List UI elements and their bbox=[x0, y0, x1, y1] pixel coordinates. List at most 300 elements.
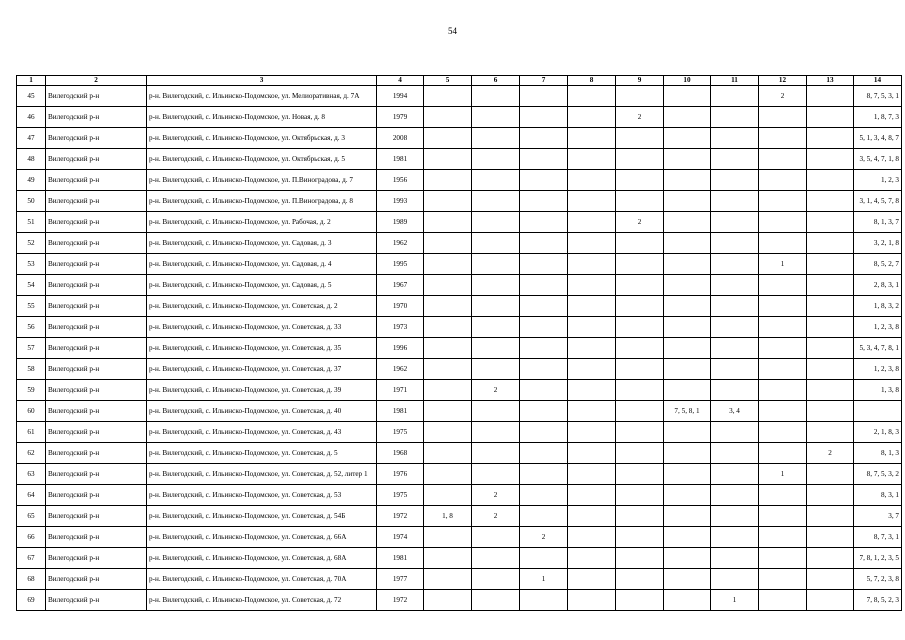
value-cell bbox=[472, 275, 520, 296]
value-cell bbox=[520, 443, 568, 464]
value-cell bbox=[568, 359, 616, 380]
district-cell: Вилегодский р-н bbox=[46, 107, 147, 128]
value-cell: 1, 2, 3, 8 bbox=[854, 317, 902, 338]
address-cell: р-н. Вилегодский, с. Ильинско-Подомское, ул. Советская, д. 53 bbox=[147, 485, 377, 506]
value-cell: 5, 7, 2, 3, 8 bbox=[854, 569, 902, 590]
value-cell bbox=[616, 590, 664, 611]
table-row bbox=[17, 443, 902, 464]
value-cell bbox=[424, 485, 472, 506]
value-cell bbox=[616, 149, 664, 170]
value-cell: 7, 8, 1, 2, 3, 5 bbox=[854, 548, 902, 569]
value-cell bbox=[664, 170, 711, 191]
address-cell: р-н. Вилегодский, с. Ильинско-Подомское, ул. Садовая, д. 3 bbox=[147, 233, 377, 254]
value-cell bbox=[472, 548, 520, 569]
register-table bbox=[16, 75, 902, 611]
value-cell: 1 bbox=[759, 254, 807, 275]
table-row bbox=[17, 296, 902, 317]
value-cell bbox=[759, 128, 807, 149]
value-cell bbox=[424, 212, 472, 233]
value-cell bbox=[807, 338, 854, 359]
value-cell: 3, 7 bbox=[854, 506, 902, 527]
value-cell: 1, 2, 3 bbox=[854, 170, 902, 191]
value-cell bbox=[616, 128, 664, 149]
value-cell: 8, 1, 3, 7 bbox=[854, 212, 902, 233]
district-cell: Вилегодский р-н bbox=[46, 506, 147, 527]
address-cell: р-н. Вилегодский, с. Ильинско-Подомское, ул. Советская, д. 52, литер 1 bbox=[147, 464, 377, 485]
table-row bbox=[17, 317, 902, 338]
value-cell bbox=[664, 569, 711, 590]
table-row bbox=[17, 233, 902, 254]
value-cell bbox=[664, 590, 711, 611]
year-cell: 1994 bbox=[377, 86, 424, 107]
value-cell bbox=[807, 191, 854, 212]
column-header: 12 bbox=[759, 76, 807, 86]
value-cell bbox=[807, 569, 854, 590]
year-cell: 1977 bbox=[377, 569, 424, 590]
address-cell: р-н. Вилегодский, с. Ильинско-Подомское, ул. Мелиоративная, д. 7А bbox=[147, 86, 377, 107]
value-cell: 7, 8, 5, 2, 3 bbox=[854, 590, 902, 611]
value-cell: 2 bbox=[472, 506, 520, 527]
address-cell: р-н. Вилегодский, с. Ильинско-Подомское, ул. Новая, д. 8 bbox=[147, 107, 377, 128]
value-cell: 1, 2, 3, 8 bbox=[854, 359, 902, 380]
column-header: 11 bbox=[711, 76, 759, 86]
value-cell bbox=[520, 275, 568, 296]
value-cell: 1 bbox=[759, 464, 807, 485]
value-cell bbox=[807, 275, 854, 296]
value-cell bbox=[711, 317, 759, 338]
value-cell bbox=[424, 128, 472, 149]
year-cell: 1981 bbox=[377, 548, 424, 569]
value-cell bbox=[616, 170, 664, 191]
column-header: 3 bbox=[147, 76, 377, 86]
year-cell: 1995 bbox=[377, 254, 424, 275]
value-cell bbox=[616, 380, 664, 401]
value-cell bbox=[424, 443, 472, 464]
value-cell bbox=[807, 380, 854, 401]
district-cell: Вилегодский р-н bbox=[46, 401, 147, 422]
year-cell: 1972 bbox=[377, 590, 424, 611]
value-cell bbox=[664, 86, 711, 107]
value-cell bbox=[568, 107, 616, 128]
value-cell bbox=[807, 401, 854, 422]
value-cell bbox=[616, 443, 664, 464]
district-cell: Вилегодский р-н bbox=[46, 485, 147, 506]
value-cell bbox=[616, 527, 664, 548]
year-cell: 1974 bbox=[377, 527, 424, 548]
value-cell bbox=[616, 86, 664, 107]
district-cell: Вилегодский р-н bbox=[46, 317, 147, 338]
table-row bbox=[17, 170, 902, 191]
value-cell bbox=[616, 422, 664, 443]
value-cell bbox=[568, 317, 616, 338]
value-cell: 8, 7, 5, 3, 1 bbox=[854, 86, 902, 107]
value-cell bbox=[424, 317, 472, 338]
value-cell bbox=[759, 170, 807, 191]
row-number: 64 bbox=[17, 485, 46, 506]
district-cell: Вилегодский р-н bbox=[46, 275, 147, 296]
value-cell bbox=[568, 212, 616, 233]
district-cell: Вилегодский р-н bbox=[46, 149, 147, 170]
value-cell bbox=[759, 548, 807, 569]
table-body bbox=[17, 86, 902, 611]
row-number: 65 bbox=[17, 506, 46, 527]
year-cell: 1975 bbox=[377, 485, 424, 506]
value-cell: 3, 5, 4, 7, 1, 8 bbox=[854, 149, 902, 170]
value-cell bbox=[472, 443, 520, 464]
value-cell bbox=[664, 212, 711, 233]
value-cell bbox=[807, 170, 854, 191]
value-cell bbox=[664, 149, 711, 170]
district-cell: Вилегодский р-н bbox=[46, 380, 147, 401]
value-cell: 2, 1, 8, 3 bbox=[854, 422, 902, 443]
value-cell bbox=[568, 401, 616, 422]
value-cell bbox=[664, 464, 711, 485]
value-cell bbox=[520, 317, 568, 338]
value-cell bbox=[472, 212, 520, 233]
row-number: 62 bbox=[17, 443, 46, 464]
column-header: 1 bbox=[17, 76, 46, 86]
row-number: 54 bbox=[17, 275, 46, 296]
row-number: 59 bbox=[17, 380, 46, 401]
value-cell bbox=[520, 149, 568, 170]
year-cell: 1993 bbox=[377, 191, 424, 212]
value-cell bbox=[424, 548, 472, 569]
value-cell bbox=[424, 191, 472, 212]
value-cell bbox=[424, 338, 472, 359]
value-cell bbox=[520, 422, 568, 443]
value-cell bbox=[472, 191, 520, 212]
column-header: 10 bbox=[664, 76, 711, 86]
row-number: 52 bbox=[17, 233, 46, 254]
value-cell bbox=[711, 548, 759, 569]
district-cell: Вилегодский р-н bbox=[46, 569, 147, 590]
district-cell: Вилегодский р-н bbox=[46, 170, 147, 191]
value-cell: 8, 1, 3 bbox=[854, 443, 902, 464]
table-row bbox=[17, 359, 902, 380]
table-row bbox=[17, 590, 902, 611]
column-header: 5 bbox=[424, 76, 472, 86]
value-cell bbox=[807, 233, 854, 254]
value-cell bbox=[472, 527, 520, 548]
value-cell: 2, 8, 3, 1 bbox=[854, 275, 902, 296]
address-cell: р-н. Вилегодский, с. Ильинско-Подомское, ул. Советская, д. 40 bbox=[147, 401, 377, 422]
value-cell bbox=[472, 422, 520, 443]
value-cell: 1, 8 bbox=[424, 506, 472, 527]
value-cell bbox=[759, 107, 807, 128]
address-cell: р-н. Вилегодский, с. Ильинско-Подомское, ул. Советская, д. 72 bbox=[147, 590, 377, 611]
address-cell: р-н. Вилегодский, с. Ильинско-Подомское, ул. Советская, д. 43 bbox=[147, 422, 377, 443]
value-cell bbox=[807, 296, 854, 317]
value-cell bbox=[520, 464, 568, 485]
value-cell bbox=[711, 338, 759, 359]
value-cell bbox=[807, 317, 854, 338]
year-cell: 1972 bbox=[377, 506, 424, 527]
row-number: 69 bbox=[17, 590, 46, 611]
column-header: 2 bbox=[46, 76, 147, 86]
value-cell bbox=[424, 422, 472, 443]
value-cell bbox=[424, 254, 472, 275]
table-row bbox=[17, 338, 902, 359]
table-row bbox=[17, 380, 902, 401]
value-cell: 2 bbox=[616, 107, 664, 128]
value-cell: 3, 2, 1, 8 bbox=[854, 233, 902, 254]
district-cell: Вилегодский р-н bbox=[46, 359, 147, 380]
table-row bbox=[17, 254, 902, 275]
value-cell bbox=[711, 380, 759, 401]
value-cell bbox=[520, 128, 568, 149]
value-cell bbox=[711, 233, 759, 254]
year-cell: 1979 bbox=[377, 107, 424, 128]
table-row bbox=[17, 464, 902, 485]
value-cell bbox=[759, 422, 807, 443]
value-cell bbox=[472, 317, 520, 338]
row-number: 49 bbox=[17, 170, 46, 191]
value-cell bbox=[664, 275, 711, 296]
value-cell bbox=[759, 506, 807, 527]
address-cell: р-н. Вилегодский, с. Ильинско-Подомское, ул. П.Виноградова, д. 8 bbox=[147, 191, 377, 212]
value-cell: 2 bbox=[472, 485, 520, 506]
value-cell bbox=[472, 296, 520, 317]
row-number: 61 bbox=[17, 422, 46, 443]
value-cell bbox=[807, 464, 854, 485]
district-cell: Вилегодский р-н bbox=[46, 191, 147, 212]
value-cell bbox=[711, 527, 759, 548]
district-cell: Вилегодский р-н bbox=[46, 464, 147, 485]
value-cell bbox=[664, 548, 711, 569]
column-header: 8 bbox=[568, 76, 616, 86]
value-cell bbox=[472, 254, 520, 275]
value-cell bbox=[759, 317, 807, 338]
value-cell bbox=[520, 548, 568, 569]
value-cell bbox=[520, 191, 568, 212]
value-cell: 2 bbox=[807, 443, 854, 464]
value-cell bbox=[664, 506, 711, 527]
value-cell bbox=[472, 590, 520, 611]
row-number: 58 bbox=[17, 359, 46, 380]
value-cell bbox=[711, 191, 759, 212]
column-header: 4 bbox=[377, 76, 424, 86]
value-cell bbox=[472, 86, 520, 107]
address-cell: р-н. Вилегодский, с. Ильинско-Подомское, ул. Советская, д. 70А bbox=[147, 569, 377, 590]
table-row bbox=[17, 191, 902, 212]
value-cell bbox=[568, 443, 616, 464]
value-cell bbox=[711, 464, 759, 485]
value-cell bbox=[759, 359, 807, 380]
row-number: 66 bbox=[17, 527, 46, 548]
value-cell bbox=[616, 548, 664, 569]
district-cell: Вилегодский р-н bbox=[46, 296, 147, 317]
column-header: 13 bbox=[807, 76, 854, 86]
value-cell bbox=[807, 149, 854, 170]
table-row bbox=[17, 548, 902, 569]
value-cell bbox=[568, 338, 616, 359]
value-cell bbox=[854, 401, 902, 422]
value-cell: 8, 7, 5, 3, 2 bbox=[854, 464, 902, 485]
value-cell bbox=[568, 233, 616, 254]
value-cell bbox=[711, 149, 759, 170]
value-cell bbox=[568, 590, 616, 611]
value-cell bbox=[616, 359, 664, 380]
row-number: 63 bbox=[17, 464, 46, 485]
value-cell bbox=[616, 317, 664, 338]
value-cell bbox=[520, 590, 568, 611]
value-cell bbox=[424, 86, 472, 107]
value-cell bbox=[807, 359, 854, 380]
value-cell bbox=[568, 380, 616, 401]
district-cell: Вилегодский р-н bbox=[46, 86, 147, 107]
value-cell bbox=[711, 128, 759, 149]
table-row bbox=[17, 485, 902, 506]
district-cell: Вилегодский р-н bbox=[46, 527, 147, 548]
value-cell bbox=[759, 233, 807, 254]
value-cell bbox=[424, 569, 472, 590]
row-number: 46 bbox=[17, 107, 46, 128]
table-row bbox=[17, 212, 902, 233]
value-cell bbox=[664, 380, 711, 401]
value-cell: 2 bbox=[616, 212, 664, 233]
district-cell: Вилегодский р-н bbox=[46, 212, 147, 233]
value-cell: 7, 5, 8, 1 bbox=[664, 401, 711, 422]
value-cell: 1, 8, 7, 3 bbox=[854, 107, 902, 128]
district-cell: Вилегодский р-н bbox=[46, 443, 147, 464]
value-cell bbox=[568, 128, 616, 149]
year-cell: 1975 bbox=[377, 422, 424, 443]
value-cell bbox=[807, 212, 854, 233]
value-cell bbox=[568, 506, 616, 527]
value-cell bbox=[424, 380, 472, 401]
value-cell bbox=[424, 464, 472, 485]
table-row bbox=[17, 422, 902, 443]
value-cell: 8, 7, 3, 1 bbox=[854, 527, 902, 548]
value-cell bbox=[616, 296, 664, 317]
address-cell: р-н. Вилегодский, с. Ильинско-Подомское, ул. Садовая, д. 5 bbox=[147, 275, 377, 296]
value-cell bbox=[711, 422, 759, 443]
value-cell bbox=[807, 422, 854, 443]
value-cell bbox=[807, 128, 854, 149]
value-cell bbox=[759, 149, 807, 170]
value-cell bbox=[520, 296, 568, 317]
row-number: 53 bbox=[17, 254, 46, 275]
value-cell bbox=[568, 254, 616, 275]
value-cell bbox=[664, 233, 711, 254]
address-cell: р-н. Вилегодский, с. Ильинско-Подомское, ул. Советская, д. 5 bbox=[147, 443, 377, 464]
value-cell bbox=[616, 338, 664, 359]
value-cell bbox=[616, 569, 664, 590]
value-cell bbox=[759, 590, 807, 611]
value-cell bbox=[520, 233, 568, 254]
value-cell bbox=[759, 401, 807, 422]
value-cell: 8, 3, 1 bbox=[854, 485, 902, 506]
value-cell bbox=[664, 107, 711, 128]
value-cell bbox=[520, 380, 568, 401]
value-cell bbox=[711, 275, 759, 296]
table-row bbox=[17, 149, 902, 170]
value-cell bbox=[424, 107, 472, 128]
table-row bbox=[17, 107, 902, 128]
value-cell bbox=[664, 254, 711, 275]
value-cell bbox=[424, 401, 472, 422]
row-number: 51 bbox=[17, 212, 46, 233]
value-cell bbox=[616, 506, 664, 527]
district-cell: Вилегодский р-н bbox=[46, 338, 147, 359]
year-cell: 1971 bbox=[377, 380, 424, 401]
value-cell bbox=[616, 401, 664, 422]
value-cell bbox=[568, 275, 616, 296]
value-cell bbox=[424, 233, 472, 254]
value-cell bbox=[711, 296, 759, 317]
value-cell bbox=[472, 128, 520, 149]
value-cell bbox=[424, 149, 472, 170]
value-cell: 1, 8, 3, 2 bbox=[854, 296, 902, 317]
value-cell: 8, 5, 2, 7 bbox=[854, 254, 902, 275]
column-header: 9 bbox=[616, 76, 664, 86]
row-number: 57 bbox=[17, 338, 46, 359]
address-cell: р-н. Вилегодский, с. Ильинско-Подомское, ул. Советская, д. 68А bbox=[147, 548, 377, 569]
value-cell bbox=[664, 359, 711, 380]
value-cell bbox=[807, 485, 854, 506]
value-cell bbox=[807, 107, 854, 128]
value-cell bbox=[759, 443, 807, 464]
table-row bbox=[17, 128, 902, 149]
year-cell: 1981 bbox=[377, 401, 424, 422]
value-cell bbox=[424, 590, 472, 611]
value-cell bbox=[472, 464, 520, 485]
value-cell bbox=[424, 359, 472, 380]
address-cell: р-н. Вилегодский, с. Ильинско-Подомское, ул. Садовая, д. 4 bbox=[147, 254, 377, 275]
column-header: 7 bbox=[520, 76, 568, 86]
value-cell: 1 bbox=[520, 569, 568, 590]
value-cell bbox=[616, 191, 664, 212]
row-number: 60 bbox=[17, 401, 46, 422]
value-cell bbox=[759, 527, 807, 548]
value-cell bbox=[807, 506, 854, 527]
value-cell bbox=[568, 485, 616, 506]
value-cell bbox=[759, 296, 807, 317]
column-header: 6 bbox=[472, 76, 520, 86]
table-row bbox=[17, 506, 902, 527]
value-cell bbox=[807, 254, 854, 275]
value-cell bbox=[759, 485, 807, 506]
value-cell bbox=[568, 527, 616, 548]
value-cell bbox=[472, 338, 520, 359]
district-cell: Вилегодский р-н bbox=[46, 548, 147, 569]
year-cell: 1989 bbox=[377, 212, 424, 233]
value-cell: 3, 1, 4, 5, 7, 8 bbox=[854, 191, 902, 212]
district-cell: Вилегодский р-н bbox=[46, 233, 147, 254]
value-cell bbox=[616, 254, 664, 275]
row-number: 50 bbox=[17, 191, 46, 212]
value-cell bbox=[568, 191, 616, 212]
value-cell bbox=[711, 212, 759, 233]
value-cell bbox=[664, 527, 711, 548]
value-cell bbox=[664, 191, 711, 212]
district-cell: Вилегодский р-н bbox=[46, 128, 147, 149]
value-cell bbox=[711, 443, 759, 464]
year-cell: 1967 bbox=[377, 275, 424, 296]
year-cell: 1962 bbox=[377, 233, 424, 254]
address-cell: р-н. Вилегодский, с. Ильинско-Подомское, ул. Советская, д. 39 bbox=[147, 380, 377, 401]
value-cell bbox=[568, 464, 616, 485]
value-cell bbox=[472, 233, 520, 254]
value-cell bbox=[424, 275, 472, 296]
year-cell: 1973 bbox=[377, 317, 424, 338]
year-cell: 1970 bbox=[377, 296, 424, 317]
value-cell bbox=[807, 527, 854, 548]
value-cell bbox=[664, 338, 711, 359]
year-cell: 1996 bbox=[377, 338, 424, 359]
value-cell bbox=[664, 443, 711, 464]
value-cell bbox=[616, 464, 664, 485]
